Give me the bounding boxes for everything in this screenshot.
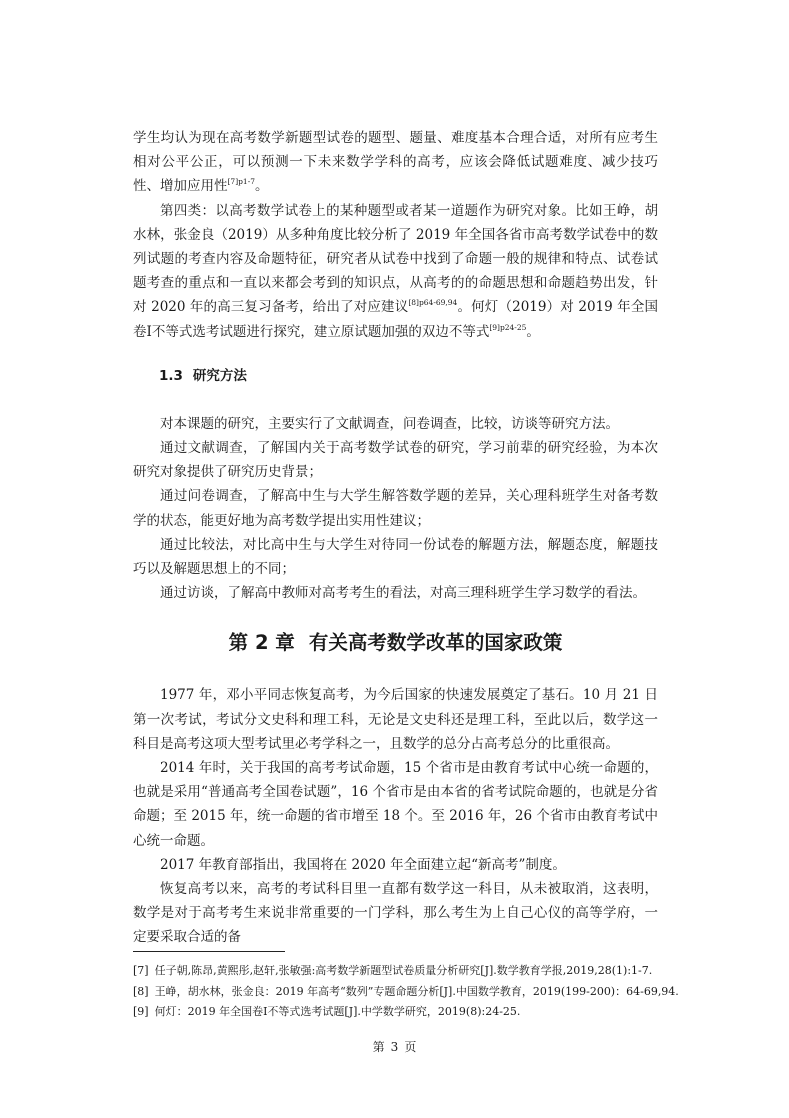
section-title: 研究方法 — [192, 367, 247, 384]
citation-8: [8]p64-69,94 — [408, 298, 458, 308]
citation-7: [7]p1-7 — [227, 177, 256, 187]
chapter-paragraph: 2014 年时，关于我国的高考考试命题，15 个省市是由教育考试中心统一命题的，也就是采用“普通高考全国卷试题”，16 个省市是由本省的省考试院命题的，也就是分省命题；至 2015 年，统一命题的省市增至 18 个。至 2016 年，26 个省市由教育考试中心统一命题。 — [133, 760, 658, 849]
methods-paragraph: 通过问卷调查，了解高中生与大学生解答数学题的差异，关心理科班学生对备考数学的状态，能更好地为高考数学提出实用性建议； — [133, 488, 658, 529]
page-number-suffix: 页 — [404, 1040, 417, 1054]
footnote-number: [8] — [133, 984, 149, 998]
paragraph-text-mid: 。何灯（2019）对 2019 年全国卷Ⅰ不等式选考试题进行探究，建立原试题加强的双边不等式 — [133, 299, 658, 340]
footnote-number: [9] — [133, 1005, 149, 1018]
footnote-text: 任子朝,陈昂,黄熙彤,赵轩,张敏强:高考数学新题型试卷质量分析研究[J].数学教育学报,2019,28(1):1-7. — [154, 964, 653, 977]
page-number — [0, 1038, 789, 1055]
main-content — [133, 126, 658, 950]
chapter-paragraph: 2017 年教育部指出，我国将在 2020 年全面建立起“新高考”制度。 — [160, 856, 566, 873]
footnote-item — [133, 1002, 663, 1023]
chapter-paragraph: 1977 年，邓小平同志恢复高考，为今后国家的快速发展奠定了基石。10 月 21 日第一次考试，考试分文史科和理工科，无论是文史科还是理工科，至此以后，数学这一科目是高考这项大型考试里必考学科之一，且数学的总分占高考总分的比重很高。 — [133, 687, 658, 752]
body-paragraph-2 — [133, 199, 658, 344]
section-heading — [159, 366, 658, 386]
chapter-title: 有关高考数学改革的国家政策 — [308, 631, 563, 655]
footnote-divider — [133, 951, 285, 952]
paragraph-text: 第四类：以高考数学试卷上的某种题型或者某一道题作为研究对象。比如王峥，胡水林，张金良（2019）从多种角度比较分析了 2019 年全国各省市高考数学试卷中的数列试题的考查内容及命题特征，研究者从试卷中找到了命题一般的规律和特点、试卷试题考查的重点和一直以来都会考到的知识点，从高考的的命题思想和命题趋势出发，针对 2020 年的高三复习备考，给出了对应建议 — [133, 202, 658, 316]
chapter-heading — [133, 629, 658, 657]
footnote-item — [133, 982, 679, 1003]
footnote-number: [7] — [133, 964, 149, 977]
paragraph-text-end: 。 — [526, 323, 540, 340]
footnote-item — [133, 961, 663, 982]
chapter-number: 第 2 章 — [228, 631, 295, 655]
footnotes — [133, 961, 679, 1023]
citation-9: [9]p24-25 — [489, 322, 527, 332]
paragraph-text-end: 。 — [255, 178, 269, 195]
chapter-paragraph: 恢复高考以来，高考的考试科目里一直都有数学这一科目，从未被取消，这表明，数学是对于高考考生来说非常重要的一门学科，那么考生为上自己心仪的高等学府，一定要采取合适的备 — [133, 881, 658, 946]
footnote-text: 王峥，胡水林，张金良：2019 年高考“数列”专题命题分析[J].中国数学教育，2019(199-200)：64-69,94. — [154, 984, 679, 998]
body-paragraph-1 — [133, 126, 658, 199]
page-number-value: 3 — [390, 1040, 399, 1054]
methods-paragraph: 通过文献调查，了解国内关于高考数学试卷的研究，学习前辈的研究经验，为本次研究对象提供了研究历史背景； — [133, 440, 658, 481]
methods-paragraph: 通过访谈，了解高中教师对高考考生的看法，对高三理科班学生学习数学的看法。 — [160, 585, 646, 602]
footnote-text: 何灯：2019 年全国卷Ⅰ不等式选考试题[J].中学数学研究，2019(8):24-25. — [154, 1005, 521, 1018]
paragraph-text: 学生均认为现在高考数学新题型试卷的题型、题量、难度基本合理合适，对所有应考生相对公平公正，可以预测一下未来数学学科的高考，应该会降低试题难度、减少技巧性、增加应用性 — [133, 130, 658, 195]
methods-paragraph: 对本课题的研究，主要实行了文献调查，问卷调查，比较，访谈等研究方法。 — [160, 415, 619, 432]
section-number: 1.3 — [159, 367, 183, 384]
page-number-prefix: 第 — [372, 1040, 385, 1054]
methods-paragraph: 通过比较法，对比高中生与大学生对待同一份试卷的解题方法，解题态度，解题技巧以及解题思想上的不同； — [133, 536, 658, 578]
